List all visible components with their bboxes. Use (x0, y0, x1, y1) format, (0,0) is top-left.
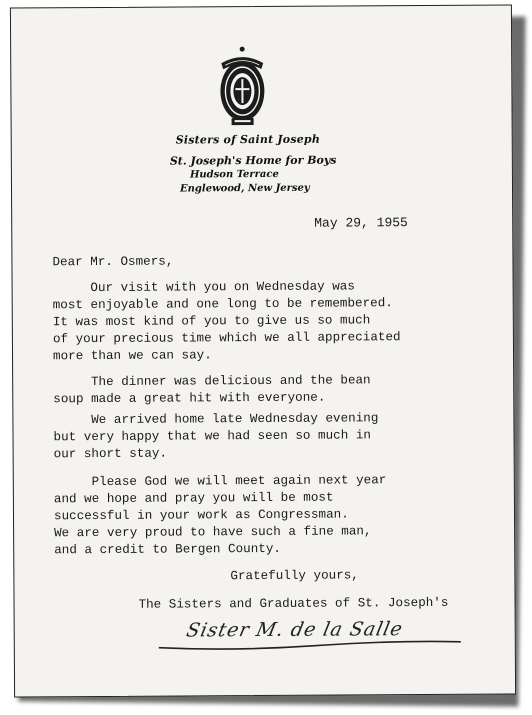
letterhead-home: St. Joseph's Home for Boys (169, 153, 337, 168)
handwritten-signature: Sister M. de la Salle (184, 618, 405, 642)
letter-paragraph: Our visit with you on Wednesday was most enjoyable and one long to be remembered. It was most kind of you to give us so much of your precious time which we all appreciated more than we can say. (52, 279, 401, 364)
crest-icon (211, 45, 273, 127)
letter-salutation: Dear Mr. Osmers, (52, 254, 174, 270)
letterhead-org: Sisters of Saint Joseph (175, 132, 321, 147)
letterhead-street: Hudson Terrace (189, 168, 279, 181)
signature-underline (155, 614, 465, 656)
letterhead-city: Englewood, New Jersey (179, 182, 310, 195)
letter-closing: Gratefully yours, (230, 568, 359, 584)
letter-sender: The Sisters and Graduates of St. Joseph's (138, 595, 449, 612)
letter-paragraph: The dinner was delicious and the bean soup made a great hit with everyone. (53, 373, 371, 407)
letter-paragraph: Please God we will meet again next year and we hope and pray you will be most successful in your work as Congressman. We are very proud to have such a fine man, and a credit to Bergen County. (53, 473, 387, 558)
letter-date: May 29, 1955 (314, 215, 408, 231)
letter-paragraph: We arrived home late Wednesday evening but very happy that we had seen so much in our short stay. (53, 411, 379, 462)
letter-page (10, 4, 516, 697)
